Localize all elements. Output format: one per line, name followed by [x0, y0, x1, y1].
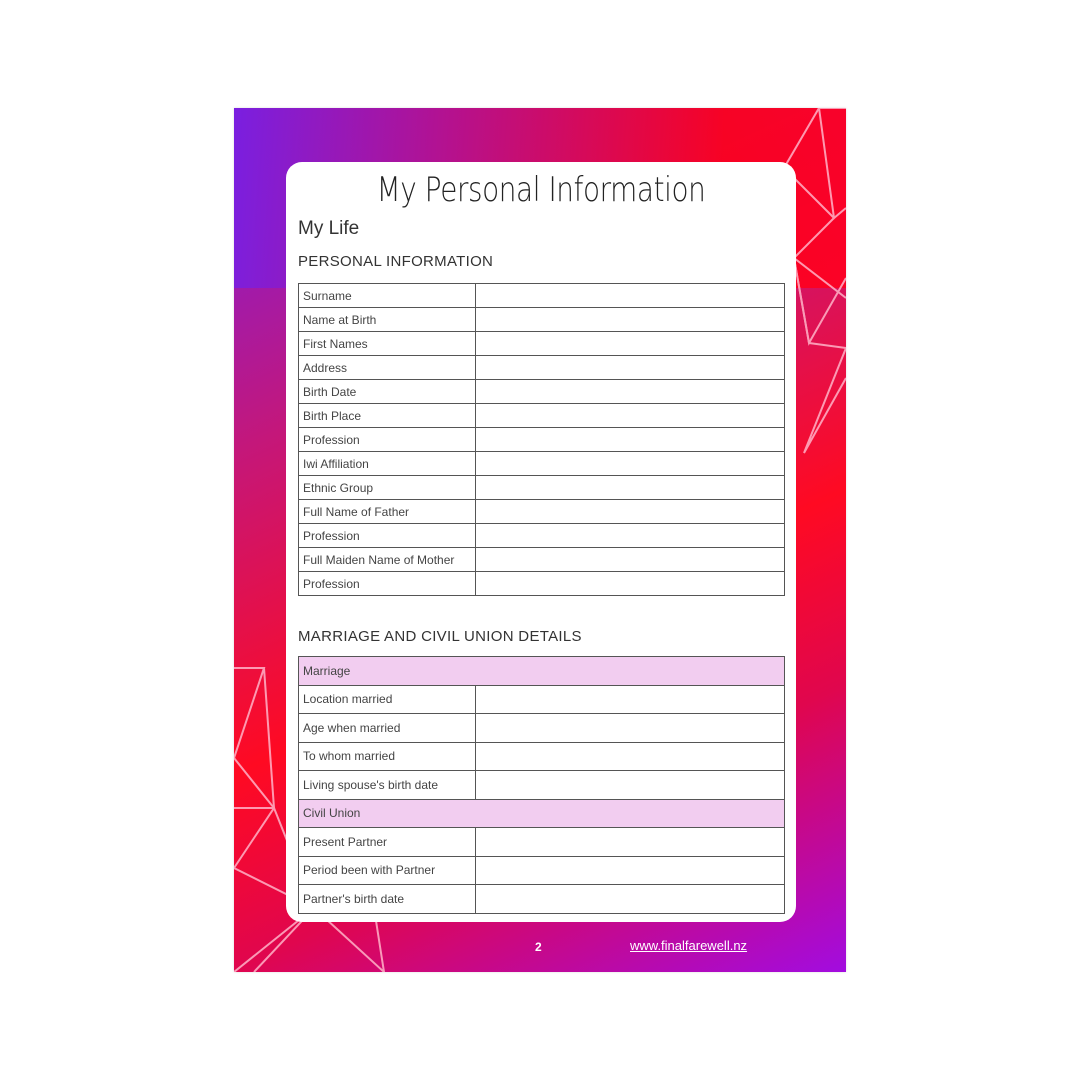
- section-subtitle: My Life: [298, 218, 360, 239]
- field-cell[interactable]: [476, 828, 785, 857]
- row-label: Surname: [299, 284, 476, 308]
- group-label: Marriage: [299, 657, 785, 686]
- field-cell[interactable]: [476, 548, 785, 572]
- row-label: Full Name of Father: [299, 500, 476, 524]
- table-row: [299, 714, 785, 743]
- table-row: [299, 685, 785, 714]
- table-row: [299, 742, 785, 771]
- table-row: [299, 476, 785, 500]
- field-cell[interactable]: [476, 404, 785, 428]
- group-row-marriage: [299, 657, 785, 686]
- table-row: [299, 548, 785, 572]
- page-number: 2: [535, 940, 542, 954]
- row-label: Name at Birth: [299, 308, 476, 332]
- field-cell[interactable]: [476, 452, 785, 476]
- table-row: [299, 856, 785, 885]
- website-link[interactable]: www.finalfarewell.nz: [630, 938, 748, 953]
- field-cell[interactable]: [476, 428, 785, 452]
- field-cell[interactable]: [476, 714, 785, 743]
- table-row: [299, 332, 785, 356]
- table-row: [299, 524, 785, 548]
- field-cell[interactable]: [476, 572, 785, 596]
- row-label: To whom married: [299, 742, 476, 771]
- row-label: Birth Date: [299, 380, 476, 404]
- field-cell[interactable]: [476, 685, 785, 714]
- field-cell[interactable]: [476, 332, 785, 356]
- row-label: Age when married: [299, 714, 476, 743]
- group-label: Civil Union: [299, 799, 785, 828]
- table-row: [299, 404, 785, 428]
- row-label: Period been with Partner: [299, 856, 476, 885]
- field-cell[interactable]: [476, 524, 785, 548]
- field-cell[interactable]: [476, 308, 785, 332]
- field-cell[interactable]: [476, 742, 785, 771]
- personal-info-table: [298, 283, 785, 596]
- table-row: [299, 452, 785, 476]
- table-row: [299, 308, 785, 332]
- group-row-civil-union: [299, 799, 785, 828]
- table-row: [299, 284, 785, 308]
- row-label: Profession: [299, 572, 476, 596]
- marriage-table: [298, 656, 785, 914]
- row-label: Birth Place: [299, 404, 476, 428]
- table-row: [299, 572, 785, 596]
- field-cell[interactable]: [476, 284, 785, 308]
- page-title: My Personal Information: [376, 170, 706, 210]
- document-page: [234, 108, 846, 972]
- row-label: Location married: [299, 685, 476, 714]
- row-label: First Names: [299, 332, 476, 356]
- field-cell[interactable]: [476, 885, 785, 914]
- table-row: [299, 771, 785, 800]
- row-label: Full Maiden Name of Mother: [299, 548, 476, 572]
- table-row: [299, 500, 785, 524]
- field-cell[interactable]: [476, 500, 785, 524]
- row-label: Ethnic Group: [299, 476, 476, 500]
- row-label: Profession: [299, 428, 476, 452]
- personal-info-heading: PERSONAL INFORMATION: [298, 253, 494, 270]
- row-label: Partner's birth date: [299, 885, 476, 914]
- row-label: Address: [299, 356, 476, 380]
- table-row: [299, 380, 785, 404]
- table-row: [299, 428, 785, 452]
- field-cell[interactable]: [476, 476, 785, 500]
- field-cell[interactable]: [476, 771, 785, 800]
- form-card: [286, 162, 796, 922]
- row-label: Present Partner: [299, 828, 476, 857]
- table-row: [299, 828, 785, 857]
- field-cell[interactable]: [476, 856, 785, 885]
- field-cell[interactable]: [476, 380, 785, 404]
- row-label: Iwi Affiliation: [299, 452, 476, 476]
- table-row: [299, 356, 785, 380]
- field-cell[interactable]: [476, 356, 785, 380]
- row-label: Living spouse's birth date: [299, 771, 476, 800]
- table-row: [299, 885, 785, 914]
- marriage-heading: MARRIAGE AND CIVIL UNION DETAILS: [298, 628, 582, 645]
- row-label: Profession: [299, 524, 476, 548]
